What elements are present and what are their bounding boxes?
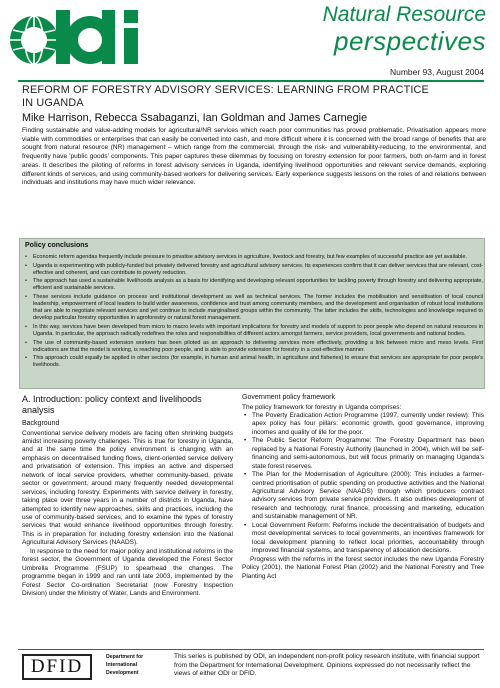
series-subtitle: perspectives — [334, 26, 486, 56]
series-title: Natural Resource — [322, 3, 486, 26]
paragraph: Progress with the reforms in the forest sector includes the new Uganda Forestry Policy (2001), the National Forest Plan (2002) and the National Forestry and Tree Planting Act — [242, 555, 484, 580]
dept-line: Department for — [106, 654, 144, 660]
policy-framework-list — [242, 412, 484, 556]
policy-framework-heading: Government policy framework — [242, 394, 335, 401]
list-item: • The use of community-based extension workers has been piloted as an approach to delivering services more effectively, providing a link between micro and meso levels. First indications are that the model is working, is reaching poor people, and is able to provide extension for forestry in a cost-effective manner. — [25, 340, 483, 354]
list-item: • The Public Sector Reform Programme: The Forestry Department has been replaced by a National Forestry Authority (launched in 2004), which will be self-financing and semi-autonomous, but will focus primarily on managing Uganda's state forest reserves. — [242, 437, 484, 471]
article-authors: Mike Harrison, Rebecca Ssabaganzi, Ian Goldman and James Carnegie — [22, 112, 368, 124]
policy-conclusions-box — [19, 238, 485, 389]
dept-line: International — [106, 662, 138, 668]
background-heading: Background — [22, 420, 60, 427]
list-item: • In this way, services have been developed from micro to macro levels with important implications for forestry and models of support to poor people who depend on natural resources in Uganda. In particular, the approach radically redefines the roles and responsibilities of different actors amongst farmers, service providers, local governments and national bodies. — [25, 324, 483, 338]
dfid-department-name — [106, 653, 166, 677]
list-item: • The Plan for the Modernisation of Agriculture (2000): This includes a farmer-centred prioritisation of public spending on productive activities and the National Agricultural Advisory Service (NAADS) through which producers contract advisory services from private service providers. It also outlines development of research and technology, rural finance, processing and marketing, education and sustainable management of NR. — [242, 471, 484, 522]
page-footer — [18, 649, 484, 685]
list-item: • The approach has used a sustainable livelihoods analysis as a basis for identifying and developing relevant opportunities for tackling poverty through forestry and delivering appropriate, efficient and sustainable services. — [25, 278, 483, 292]
dfid-logo — [22, 654, 92, 680]
list-item: • This approach could equally be applied in other sectors (for example, in human and animal health, in agriculture and fisheries) to ensure that services are appropriate for poor people's livelihoods. — [25, 355, 483, 369]
odi-logo — [8, 8, 158, 70]
dfid-letters: DFID — [30, 656, 84, 677]
paragraph: Conventional service delivery models are facing often shrinking budgets amidst increasing poverty challenges. This is true for forestry in Uganda, and at the same time the policy environment is changing with an emphasis on decentralised funding flows, client-oriented service delivery and privatisation of extension. This implies an active and dispersed network of local service providers, whether community-based, private sector or government, around many frequently needed developmental services, including forestry. Experiments with service delivery in forestry, taking place over three years in a number of districts in Uganda, have attempted to identify new approaches, skills and practices, including the use of community-based services, and to examine the types of forestry services that would enhance livelihood opportunities through forestry. This is in preparation for including forestry extension into the National Agricultural Advisory Services (NAADS). — [22, 429, 233, 547]
dept-line: Development — [106, 670, 139, 676]
footer-divider — [18, 649, 484, 650]
header-divider — [18, 80, 484, 82]
list-item: • Local Government Reform: Reforms include the decentralisation of budgets and most developmental services to local governments, an incentives framework for local development planning to reflect local priorities, accountability through improved financial systems, and transparency of allocation decisions. — [242, 522, 484, 556]
section-heading: A. Introduction: policy context and livelihoods analysis — [22, 394, 202, 415]
list-item: • These services include guidance on process and institutional development as well as technical services. The former includes the mobilisation and sensitisation of local council leadership, empowerment of local leaders to build wider awareness, confidence and trust among community members, and the development and organisation of robust local institutions that are able to negotiate relevant services and yet continue to include marginalised groups within the community. The latter includes the skills, technologies and knowledge required to develop particular forestry opportunities in agroforestry or natural forest management. — [25, 294, 483, 322]
policy-conclusions-title: Policy conclusions — [25, 242, 89, 249]
paragraph: In response to the need for major policy and institutional reforms in the forest sector, the Government of Uganda developed the Forest Sector Umbrella Programme (FSUP) to spearhead the changes. The programme began in 1999 and ran until late 2003, implemented by the Forest Sector Co-ordination Secretariat (now Forestry Inspection Division) under the Ministry of Water, Lands and Environment. — [22, 547, 233, 598]
list-item: • Economic reform agendas frequently include pressure to privatise advisory services in agriculture, livestock and forestry, but few examples of successful practice are yet available. — [25, 254, 483, 261]
article-title: REFORM OF FORESTRY ADVISORY SERVICES: LEARNING FROM PRACTICE IN UGANDA — [22, 84, 429, 109]
right-column — [242, 394, 484, 581]
list-item: • Uganda is experimenting with publicly-funded but privately delivered forestry and agricultural advisory services. Its experiences confirm that it can deliver services that are relevant, cost-effective and coherent, and can contribute to poverty reduction. — [25, 263, 483, 277]
list-item: • The Poverty Eradication Action Programme (1997, currently under review): This apex policy has four pillars: economic growth, good governance, improving incomes and quality of life for the poor. — [242, 412, 484, 437]
issue-number: Number 93, August 2004 — [389, 67, 484, 77]
paragraph: The policy framework for forestry in Uganda comprises: — [242, 403, 402, 411]
policy-conclusions-list — [25, 254, 483, 371]
article-abstract: Finding sustainable and value-adding models for agricultural/NR services which reach poor communities has proved problematic. Privatisation appears more viable with commodities or enterprises that can easily be converted into cash, and more difficult where it is concerned with the broad range of benefits that are sought from natural resource (NR) management – which range from the commercial, through the risk- and vulnerability-reducing, to the environmental, and frequently have 'public goods' components. This paper captures these dilemmas by focusing on forestry extension for poor farmers, both on-farm and in forest areas. It describes the piloting of reforms in forest advisory services in Uganda, identifying livelihood opportunities and relevant service demands, exploring different kinds of services, and using community-based workers for delivering services. Early experience suggests lessons on the roles of and relations between individuals and institutions may have much wider relevance. — [22, 127, 486, 187]
publisher-note: This series is published by ODI, an independent non-profit policy research institute, with financial support from the Department for International Development. Opinions expressed do not necessarily reflect the views of either ODI or DFID. — [174, 653, 480, 678]
left-column — [22, 394, 233, 599]
